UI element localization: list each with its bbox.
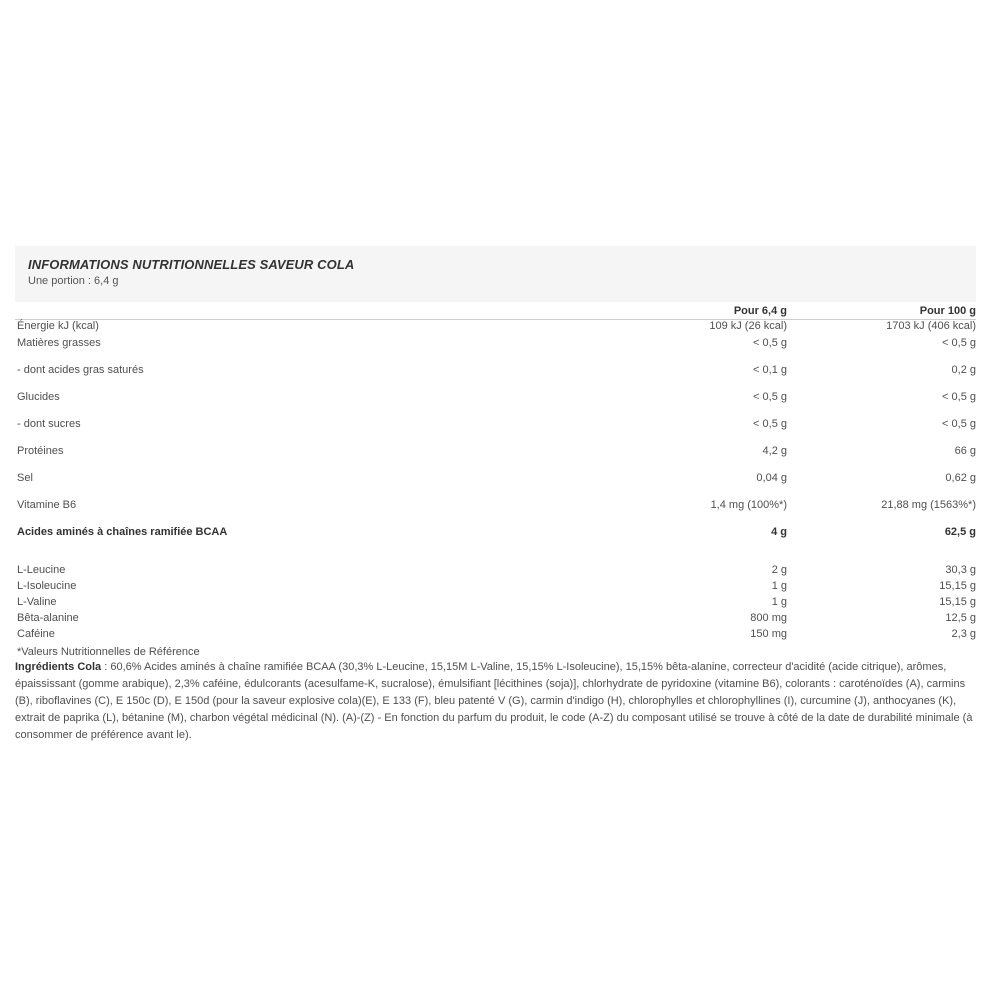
nutrient-name: Énergie kJ (kcal) (17, 320, 99, 332)
value-per-portion: < 0,1 g (753, 363, 787, 376)
value-per-100g: 2,3 g (951, 627, 976, 640)
table-row (15, 472, 976, 499)
table-row (15, 320, 976, 337)
nutrient-name: Caféine (17, 627, 55, 640)
value-per-100g: 66 g (954, 444, 976, 457)
value-per-portion: 1 g (771, 595, 787, 608)
value-per-100g: < 0,5 g (942, 417, 976, 430)
value-per-portion: 0,04 g (756, 471, 787, 484)
value-per-100g: 0,2 g (951, 363, 976, 376)
nutrient-name: Bêta-alanine (17, 611, 79, 624)
panel-title: INFORMATIONS NUTRITIONNELLES SAVEUR COLA (28, 257, 355, 272)
nutrient-name: Matières grasses (17, 336, 101, 349)
column-header-name (15, 302, 335, 320)
ingredients-paragraph (15, 659, 975, 744)
value-per-portion: 1 g (771, 579, 787, 592)
ingredients-label: Ingrédients Cola (15, 661, 102, 673)
footnote: *Valeurs Nutritionnelles de Référence (17, 645, 200, 658)
value-per-portion: 2 g (771, 563, 787, 576)
value-per-portion: < 0,5 g (753, 417, 787, 430)
value-per-100g: < 0,5 g (942, 336, 976, 349)
table-row (15, 364, 976, 391)
table-row (15, 391, 976, 418)
value-per-100g: 0,62 g (945, 471, 976, 484)
ingredients-text: : 60,6% Acides aminés à chaîne ramifiée BCAA (30,3% L-Leucine, 15,15M L-Valine, 15,15% L-Isoleucine), 15,15% bêta-alanine, correcteur d'acidité (acide citrique), arômes, épaississant (gomme arabique), 2,3% caféine, édulcorants (acesulfame-K, sucralose), émulsifiant [lécithines (soja)], chlorhydrate de pyridoxine (vitamine B6), colorants : caroténoïdes (A), carmins (B), riboflavines (C), E 150c (D), E 150d (pour la saveur explosive cola)(E), E 133 (F), bleu patenté V (G), carmin d'indigo (H), chlorophylles et chlorophyllines (I), curcumine (J), anthocyanes (K), extrait de paprika (L), bétanine (M), charbon végétal médicinal (N). (A)-(Z) - En fonction du parfum du produit, le code (A-Z) du composant utilisé se trouve à côté de la date de durabilité minimale (à consommer de préférence avant le). (15, 661, 973, 741)
nutrient-name: Sel (17, 471, 33, 484)
value-per-portion: 4,2 g (762, 444, 787, 457)
value-per-100g: 21,88 mg (1563%*) (881, 498, 976, 511)
nutrient-name: Glucides (17, 390, 60, 403)
table-row (15, 526, 976, 553)
nutrient-name: L-Leucine (17, 563, 66, 576)
value-per-100g: < 0,5 g (942, 390, 976, 403)
table-row (15, 612, 976, 628)
table-row (15, 418, 976, 445)
table-row (15, 580, 976, 596)
table-row (15, 445, 976, 472)
nutrient-name: Protéines (17, 444, 64, 457)
value-per-portion: 4 g (771, 525, 787, 538)
value-per-portion: 800 mg (750, 611, 787, 624)
nutrition-table (15, 302, 976, 644)
nutrient-name: Vitamine B6 (17, 498, 77, 511)
table-row (15, 499, 976, 526)
value-per-100g: 1703 kJ (406 kcal) (886, 320, 976, 332)
nutrient-name: - dont sucres (17, 417, 81, 430)
column-header-per-100g: Pour 100 g (919, 305, 976, 317)
value-per-100g: 15,15 g (939, 595, 976, 608)
nutrient-name: - dont acides gras saturés (17, 363, 144, 376)
value-per-portion: 1,4 mg (100%*) (710, 498, 787, 511)
value-per-portion: 109 kJ (26 kcal) (709, 320, 787, 332)
value-per-100g: 15,15 g (939, 579, 976, 592)
table-row (15, 596, 976, 612)
nutrient-name: L-Valine (17, 595, 57, 608)
value-per-portion: 150 mg (750, 627, 787, 640)
nutrient-name: Acides aminés à chaînes ramifiée BCAA (17, 525, 228, 538)
table-body (15, 320, 976, 644)
value-per-100g: 30,3 g (945, 563, 976, 576)
value-per-100g: 62,5 g (944, 525, 976, 538)
table-header-row (15, 302, 976, 320)
nutrient-name: L-Isoleucine (17, 579, 77, 592)
nutrition-panel (15, 246, 976, 658)
value-per-100g: 12,5 g (945, 611, 976, 624)
table-row (15, 628, 976, 644)
panel-header (15, 246, 976, 302)
column-header-per-portion: Pour 6,4 g (733, 305, 787, 317)
value-per-portion: < 0,5 g (753, 390, 787, 403)
value-per-portion: < 0,5 g (753, 336, 787, 349)
table-row (15, 553, 976, 580)
table-row (15, 337, 976, 364)
serving-size: Une portion : 6,4 g (28, 275, 119, 287)
